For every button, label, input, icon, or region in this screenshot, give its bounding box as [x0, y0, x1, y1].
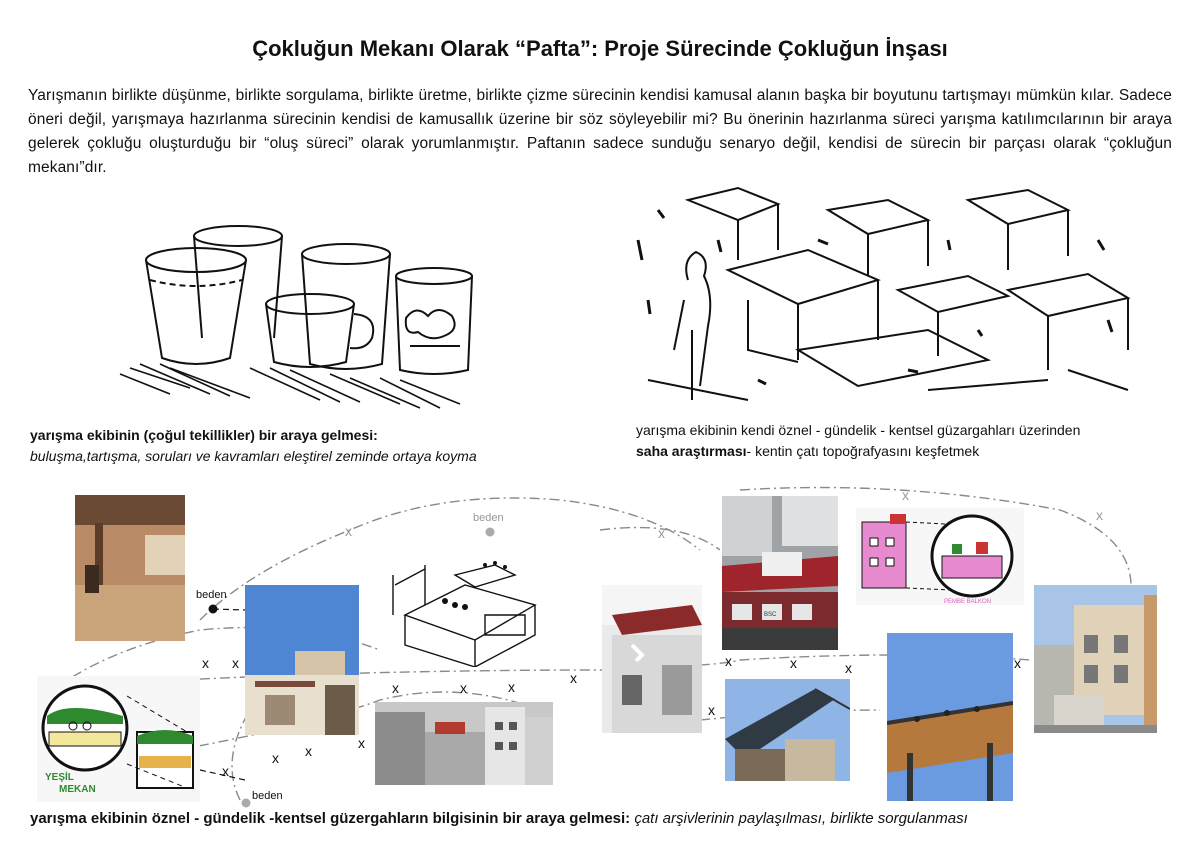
beden-marker	[242, 799, 251, 808]
cross-mark: x	[845, 660, 852, 676]
cups-illustration	[110, 218, 490, 418]
photo-red-balcony	[602, 585, 702, 733]
photo-bsc-building-art	[722, 496, 838, 650]
cross-mark: x	[460, 680, 467, 696]
caption-left-bold: yarışma ekibinin (çoğul tekillikler) bir araya gelmesi:	[30, 427, 378, 443]
cross-mark: x	[790, 655, 797, 671]
photo-red-balcony-art	[602, 585, 702, 733]
beden-marker	[209, 605, 218, 614]
rooftops-drawing	[628, 180, 1138, 416]
cross-mark: x	[570, 670, 577, 686]
cross-mark: x	[1096, 507, 1103, 523]
intro-paragraph: Yarışmanın birlikte düşünme, birlikte sorgulama, birlikte üretme, birlikte çizme sürecinin kendisi kamusal alanın başka bir boyutunu tartışmayı mümkün kılar. Sadece öneri değil, yarışmaya hazırlanma sürecinin kendisi de kamusallık üzerine bir söz söyleyebilir mi? Bu önerinin hazırlanma süreci yarışma katılımcılarının bir araya gelerek çokluğu oluşturduğu bir “oluş süreci” olarak yorumlanmıştır. Paftanın sadece sunduğu senaryo değil, kendisi de sürecin bir parçası olarak “çokluğun mekanı”dır.	[28, 87, 1172, 176]
sketch-label-green-1: YEŞİL	[45, 772, 74, 783]
caption-right-rest: - kentin çatı topoğrafyasını keşfetmek	[746, 443, 980, 459]
sketch-label-pink: PEMBE BALKON	[944, 599, 992, 605]
sketch-pink-building	[856, 508, 1024, 605]
cross-mark: x	[232, 655, 239, 671]
caption-bottom	[30, 810, 1180, 827]
caption-right-line1: yarışma ekibinin kendi öznel - gündelik - kentsel güzargahları üzerinden	[636, 422, 1081, 438]
caption-left	[30, 425, 590, 467]
sketch-green-space-art	[37, 676, 200, 802]
photo-rooftop-canopy	[725, 679, 850, 781]
cross-mark: x	[708, 702, 715, 718]
photo-bsc-building	[722, 496, 838, 650]
cross-mark: x	[392, 680, 399, 696]
caption-bottom-bold: yarışma ekibinin öznel - gündelik -kentsel güzergahların bilgisinin bir araya gelmesi:	[30, 810, 631, 827]
photo-blue-sky-building	[245, 585, 359, 735]
bsc-sign: BSC	[764, 612, 777, 618]
caption-right-bold: saha araştırması	[636, 443, 747, 459]
cross-mark: x	[272, 750, 279, 766]
cross-mark: x	[902, 487, 909, 503]
photo-rooftop-pipes	[75, 495, 185, 641]
page-title: Çokluğun Mekanı Olarak “Pafta”: Proje Sürecinde Çokluğun İnşası	[252, 36, 948, 61]
beden-label: beden	[252, 790, 283, 802]
photo-bw-buildings	[375, 702, 553, 785]
cross-mark: x	[508, 679, 515, 695]
cross-mark: x	[222, 763, 229, 779]
sketch-green-space	[37, 676, 200, 802]
sketch-pink-building-art	[856, 508, 1024, 605]
cups-drawing	[110, 218, 490, 418]
photo-rooftop-canopy-art	[725, 679, 850, 781]
cross-mark: x	[658, 525, 665, 541]
caption-right	[636, 420, 1176, 462]
beden-label: beden	[473, 512, 504, 524]
sketch-rooftop-axonometric-art	[385, 545, 547, 667]
caption-bottom-italic: çatı arşivlerinin paylaşılması, birlikte sorgulanması	[630, 810, 968, 827]
caption-left-italic: buluşma,tartışma, soruları ve kavramları eleştirel zeminde ortaya koyma	[30, 448, 477, 464]
photo-blue-sky-building-art	[245, 585, 359, 735]
beden-label: beden	[196, 589, 227, 601]
sketch-rooftop-axonometric	[385, 545, 547, 667]
photo-bw-buildings-art	[375, 702, 553, 785]
cross-mark: x	[202, 655, 209, 671]
sketch-label-green-2: MEKAN	[59, 784, 96, 795]
cross-mark: x	[1014, 655, 1021, 671]
photo-wooden-pergola-art	[887, 633, 1013, 801]
beden-marker	[486, 528, 495, 537]
photo-rooftop-pipes-art	[75, 495, 185, 641]
cross-mark: x	[345, 523, 352, 539]
rooftop-city-sketch	[628, 180, 1138, 416]
photo-wooden-pergola	[887, 633, 1013, 801]
photo-street-building-art	[1034, 585, 1157, 733]
cross-mark: x	[305, 743, 312, 759]
cross-mark: x	[358, 735, 365, 751]
cross-mark: x	[725, 653, 732, 669]
photo-street-building	[1034, 585, 1157, 733]
